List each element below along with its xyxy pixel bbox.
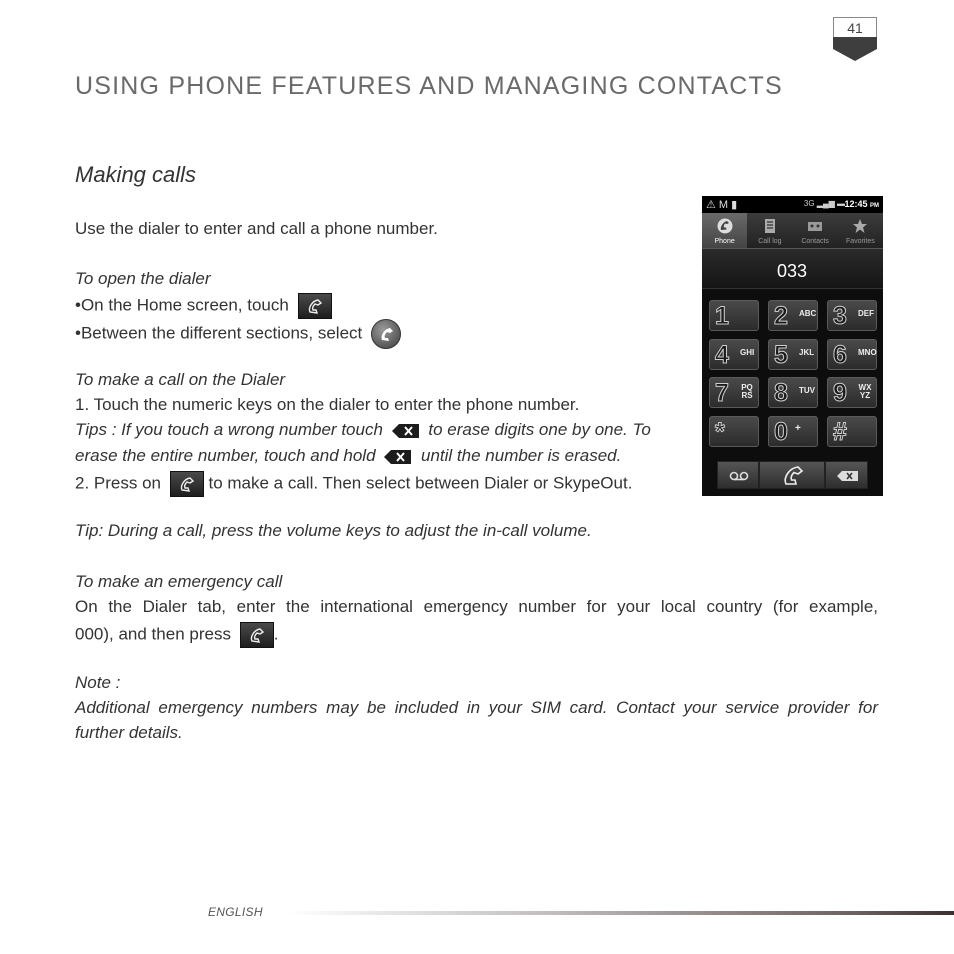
key-1[interactable]: 1 — [709, 300, 759, 331]
dialer-action-bar — [717, 461, 868, 489]
star-icon — [852, 218, 868, 234]
phone-icon — [717, 218, 733, 234]
key-6[interactable]: 6 MNO — [827, 339, 877, 370]
status-bar — [702, 196, 883, 213]
page-number-tab — [833, 17, 877, 62]
note-heading: Note : — [75, 673, 121, 692]
tips-text: until the number is erased. — [421, 446, 622, 465]
tab-phone[interactable]: Phone — [702, 213, 747, 248]
chapter-title: USING PHONE FEATURES AND MANAGING CONTACTS — [75, 72, 783, 100]
tab-call-log[interactable]: Call log — [747, 213, 792, 248]
key-0[interactable]: 0 + — [768, 416, 818, 447]
backspace-icon — [383, 449, 413, 465]
tab-favorites[interactable]: Favorites — [838, 213, 883, 248]
bullet-home-screen — [75, 293, 332, 319]
step-1: 1. Touch the numeric keys on the dialer to enter the phone number. — [75, 395, 580, 414]
call-key-icon — [240, 622, 274, 648]
delete-button[interactable] — [825, 461, 868, 489]
emergency-line-1: On the Dialer tab, enter the international emergency number for your local country (for example, — [75, 597, 878, 616]
status-time: 12:45 PM — [844, 199, 879, 209]
step-text: to make a call. Then select between Dialer or SkypeOut. — [208, 473, 633, 493]
section-title: Making calls — [75, 162, 197, 187]
emergency-text: 000), and then press — [75, 624, 231, 644]
intro-text: Use the dialer to enter and call a phone number. — [75, 219, 438, 238]
make-call-heading: To make a call on the Dialer — [75, 370, 286, 389]
phone-tab-icon — [371, 319, 401, 349]
footer-rule — [288, 911, 954, 915]
bullet-sections — [75, 319, 401, 349]
voicemail-button[interactable] — [717, 461, 759, 489]
bullet-text: On the Home screen, touch — [80, 295, 289, 315]
key-star[interactable]: * — [709, 416, 759, 447]
phone-dialer-screenshot — [702, 196, 883, 496]
call-log-icon — [762, 218, 778, 234]
volume-tip: Tip: During a call, press the volume keys to adjust the in-call volume. — [75, 521, 592, 540]
call-icon — [760, 462, 826, 490]
notification-icons: ⚠ M ▮ — [706, 199, 738, 211]
tips-text: erase the entire number, touch and hold — [75, 446, 376, 465]
emergency-heading: To make an emergency call — [75, 572, 283, 591]
key-3[interactable]: 3 DEF — [827, 300, 877, 331]
bullet-text: Between the different sections, select — [80, 323, 363, 343]
call-key-icon — [170, 471, 204, 497]
emergency-period: . — [273, 624, 279, 644]
dialer-tabs — [702, 213, 883, 249]
dial-button[interactable] — [759, 461, 825, 489]
bullet-dot: • — [75, 323, 81, 343]
tips-line-2 — [75, 446, 621, 466]
call-key-icon — [298, 293, 332, 319]
step-2 — [75, 471, 632, 497]
note-line-1: Additional emergency numbers may be included in your SIM card. Contact your service provider for — [75, 698, 878, 717]
key-5[interactable]: 5 JKL — [768, 339, 818, 370]
contacts-icon — [807, 218, 823, 234]
key-8[interactable]: 8 TUV — [768, 377, 818, 408]
note-line-2: further details. — [75, 723, 183, 742]
tab-contacts[interactable]: Contacts — [793, 213, 838, 248]
key-9[interactable]: 9 WX YZ — [827, 377, 877, 408]
footer-language: ENGLISH — [208, 905, 263, 919]
open-dialer-heading: To open the dialer — [75, 269, 211, 288]
dialed-number: 033 — [777, 261, 808, 281]
bullet-dot: • — [75, 295, 81, 315]
page-number: 41 — [833, 17, 877, 37]
backspace-icon — [391, 423, 421, 439]
key-4[interactable]: 4 GHI — [709, 339, 759, 370]
signal-icon: 3G ▂▄▆ ▬ — [803, 199, 845, 208]
key-2[interactable]: 2 ABC — [768, 300, 818, 331]
key-7[interactable]: 7 PQ RS — [709, 377, 759, 408]
tips-text: to erase digits one by one. To — [428, 420, 651, 439]
emergency-line-2 — [75, 622, 278, 648]
backspace-icon — [826, 462, 869, 490]
number-display[interactable] — [702, 249, 883, 289]
tips-text: Tips : If you touch a wrong number touch — [75, 420, 383, 439]
step-text: 2. Press on — [75, 473, 161, 493]
key-hash[interactable]: # — [827, 416, 877, 447]
page-tab-arrow-icon — [833, 37, 877, 62]
tips-line-1 — [75, 420, 651, 440]
voicemail-icon — [718, 462, 760, 490]
